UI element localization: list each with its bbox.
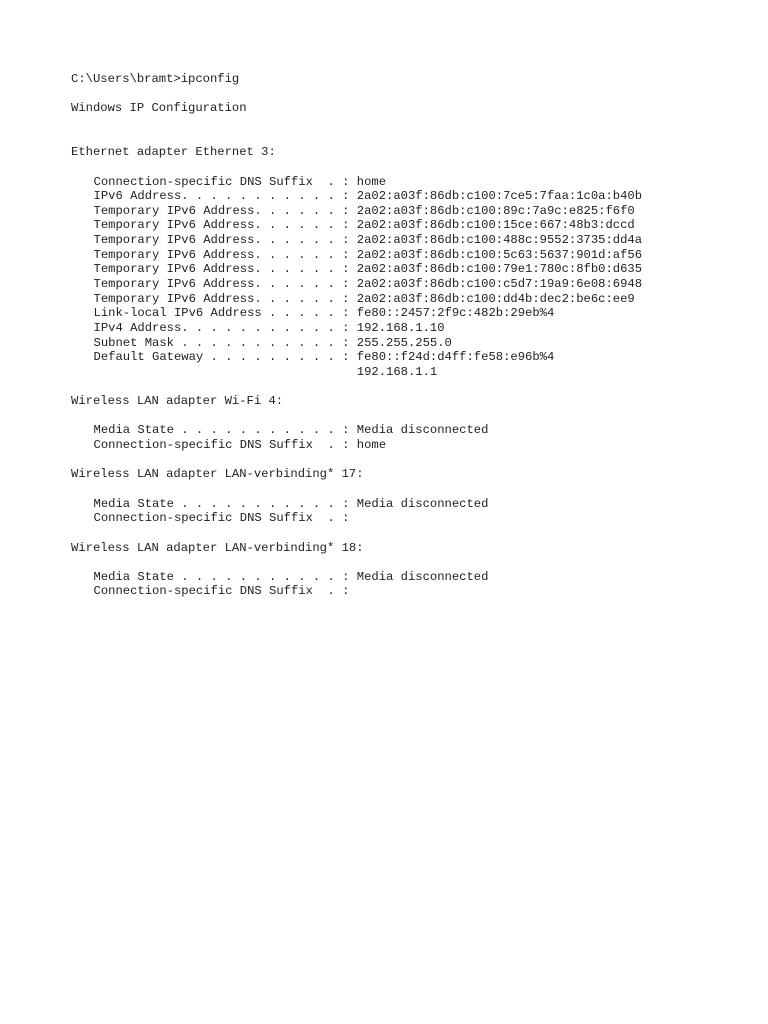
blank-line [71,409,751,424]
blank-line [71,526,751,541]
config-line: Temporary IPv6 Address. . . . . . : 2a02:a03f:86db:c100:15ce:667:48b3:dccd [93,218,635,233]
config-line: Temporary IPv6 Address. . . . . . : 2a02:a03f:86db:c100:488c:9552:3735:dd4a [93,233,643,248]
config-line: Subnet Mask . . . . . . . . . . . : 255.255.255.0 [93,335,452,350]
config-line: Connection-specific DNS Suffix . : [93,584,350,599]
blank-line [71,555,751,570]
blank-line [71,379,751,394]
section-header-ethernet-3: Ethernet adapter Ethernet 3: [71,145,276,160]
blank-line [71,87,751,102]
config-line: Connection-specific DNS Suffix . : [93,511,350,526]
config-line: Temporary IPv6 Address. . . . . . : 2a02:a03f:86db:c100:c5d7:19a9:6e08:6948 [93,276,643,291]
command-prompt-line: C:\Users\bramt>ipconfig [71,72,240,86]
config-line: Media State . . . . . . . . . . . : Media disconnected [93,496,489,511]
config-line: Media State . . . . . . . . . . . : Media disconnected [93,569,489,584]
config-line: Temporary IPv6 Address. . . . . . : 2a02:a03f:86db:c100:79e1:780c:8fb0:d635 [93,262,643,277]
blank-line [71,160,751,175]
blank-line [71,482,751,497]
blank-line [71,453,751,468]
config-line: Temporary IPv6 Address. . . . . . : 2a02:a03f:86db:c100:89c:7a9c:e825:f6f0 [93,203,635,218]
config-line: 192.168.1.1 [93,364,438,379]
config-line: Default Gateway . . . . . . . . . : fe80::f24d:d4ff:fe58:e96b%4 [93,350,555,365]
config-line: Temporary IPv6 Address. . . . . . : 2a02:a03f:86db:c100:5c63:5637:901d:af56 [93,247,643,262]
config-line: Temporary IPv6 Address. . . . . . : 2a02:a03f:86db:c100:dd4b:dec2:be6c:ee9 [93,291,635,306]
config-line: IPv4 Address. . . . . . . . . . . : 192.168.1.10 [93,320,445,335]
section-header-lan-17: Wireless LAN adapter LAN-verbinding* 17: [71,467,364,482]
document-page [71,72,751,599]
config-line: Media State . . . . . . . . . . . : Media disconnected [93,423,489,438]
config-line: Connection-specific DNS Suffix . : home [93,438,387,453]
config-line: Link-local IPv6 Address . . . . . : fe80::2457:2f9c:482b:29eb%4 [93,306,555,321]
config-line: IPv6 Address. . . . . . . . . . . : 2a02:a03f:86db:c100:7ce5:7faa:1c0a:b40b [93,189,643,204]
document-title: Windows IP Configuration [71,101,247,116]
blank-line [71,116,751,145]
section-header-wifi-4: Wireless LAN adapter Wi-Fi 4: [71,394,284,409]
section-header-lan-18: Wireless LAN adapter LAN-verbinding* 18: [71,540,364,555]
config-line: Connection-specific DNS Suffix . : home [93,174,387,189]
